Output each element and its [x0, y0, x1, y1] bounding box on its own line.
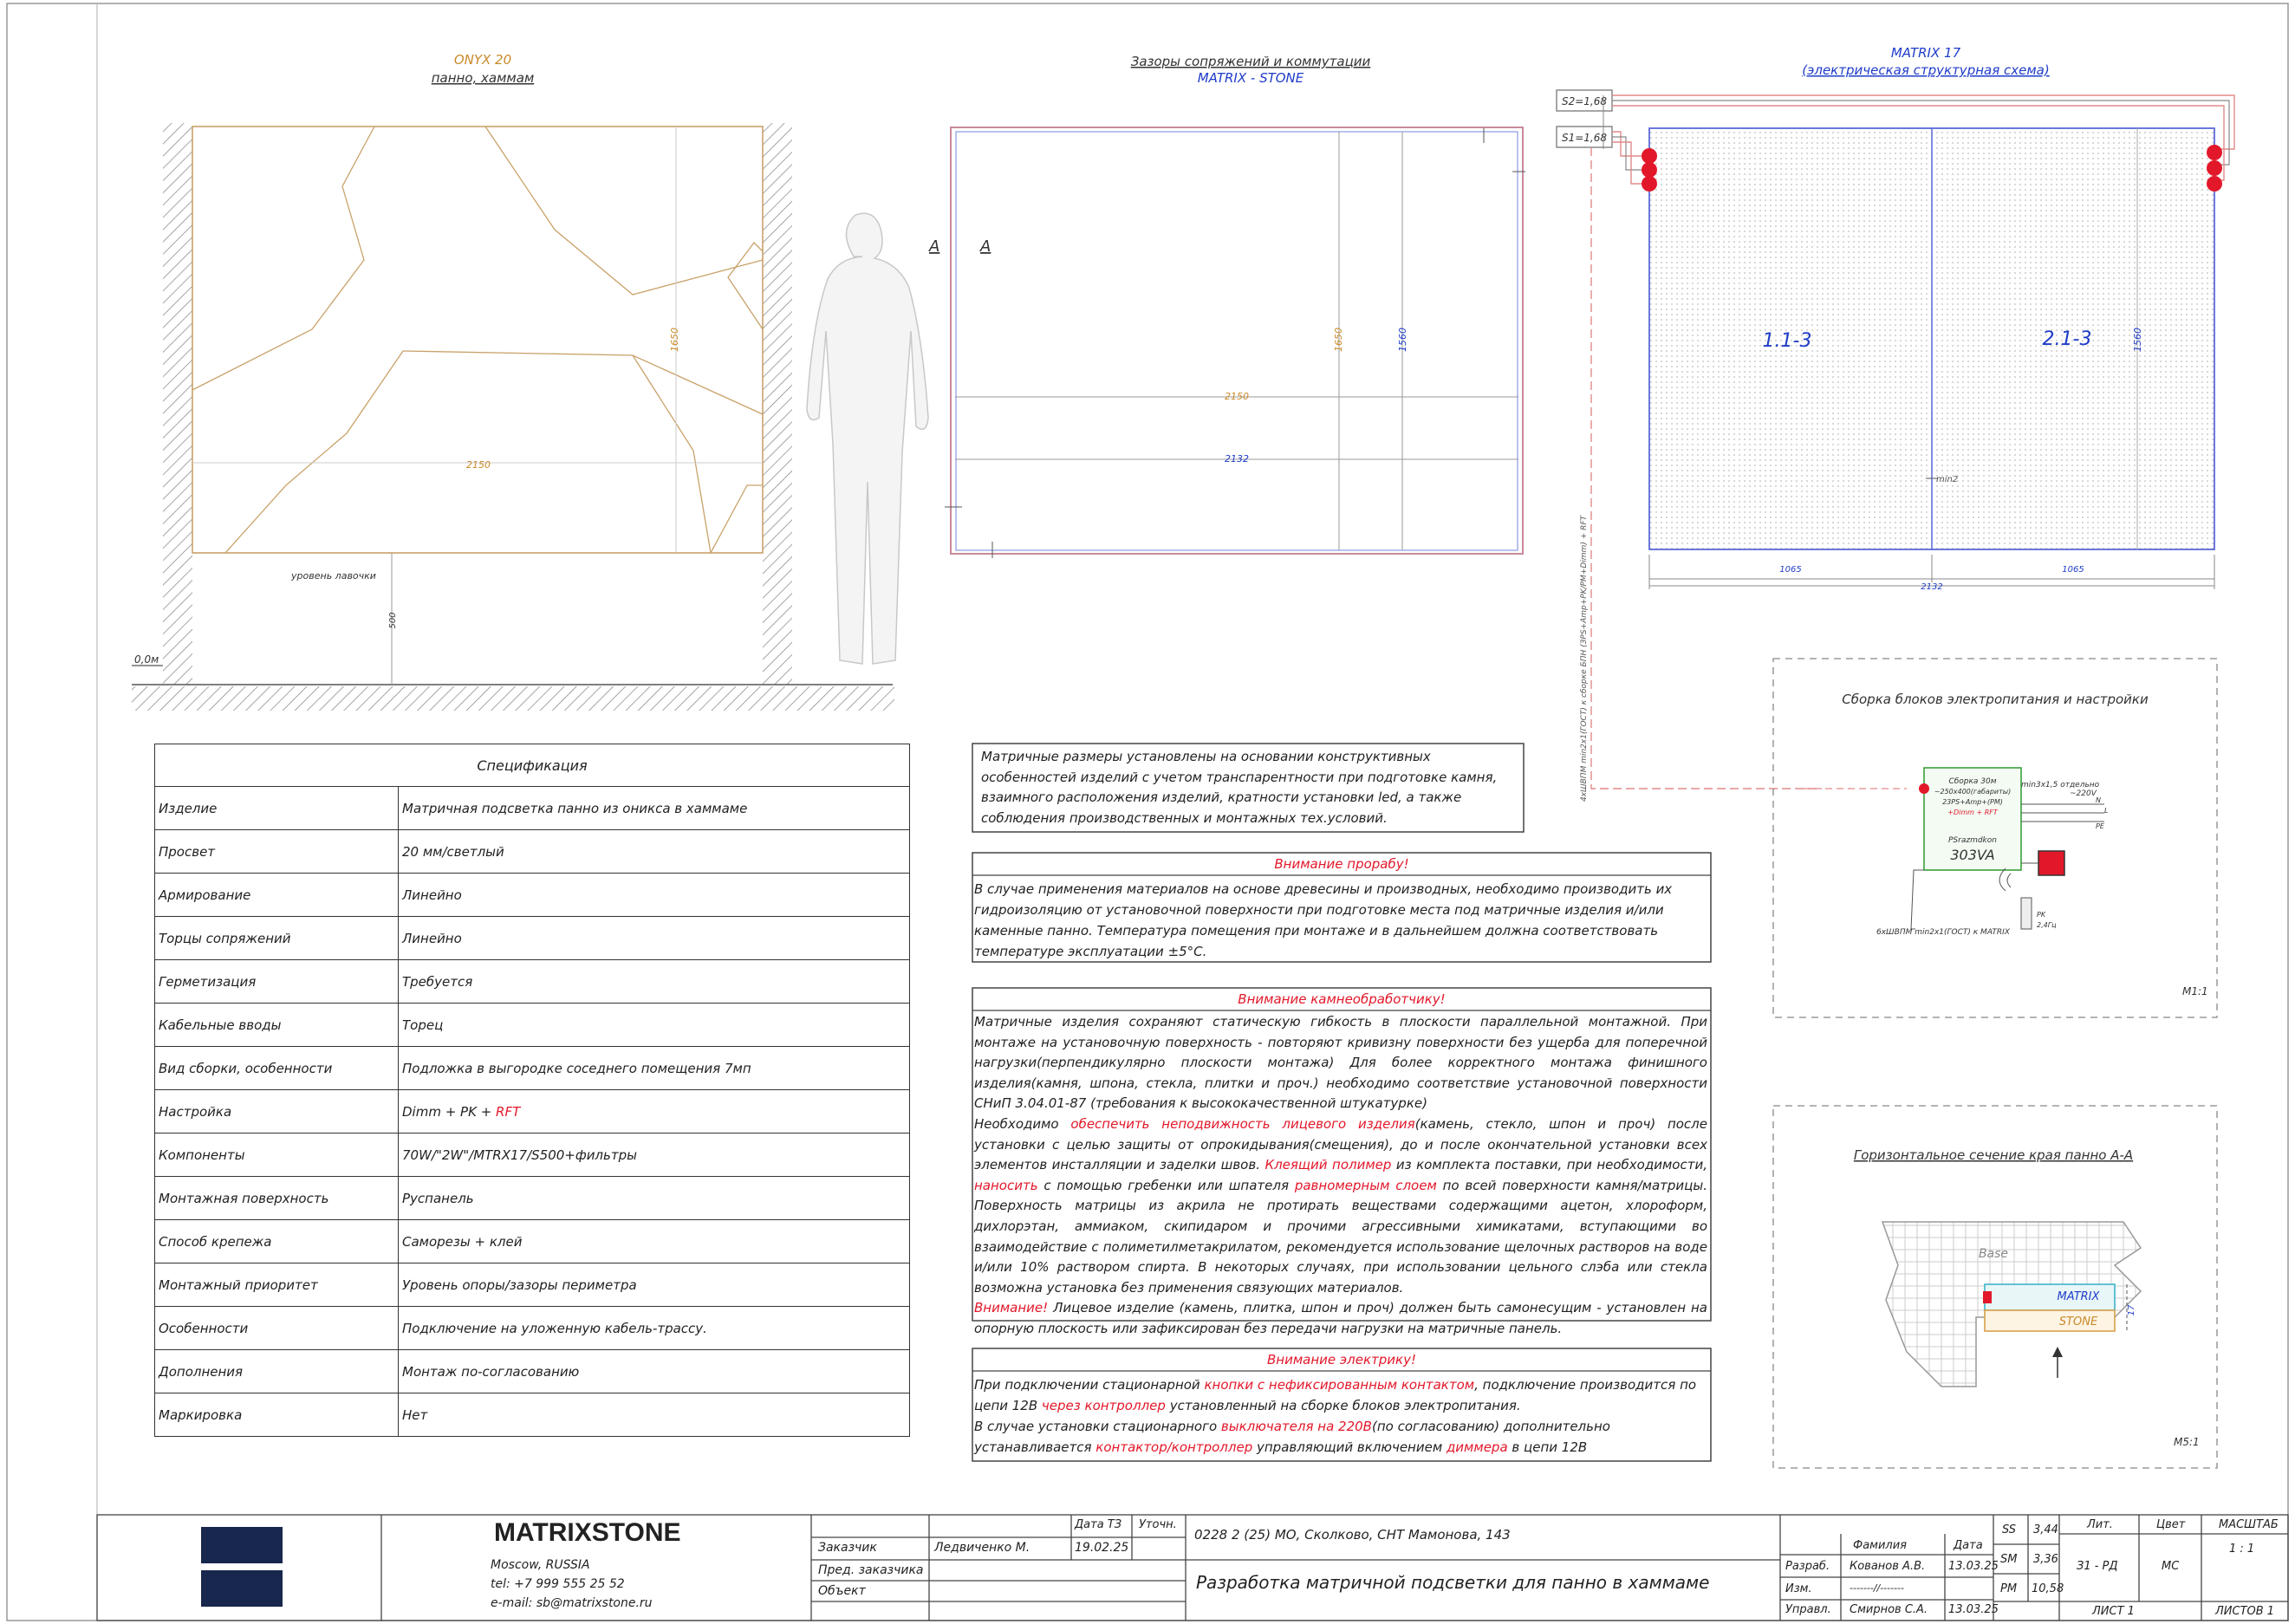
- connector: [1642, 176, 1657, 192]
- company-name: MATRIXSTONE: [494, 1518, 681, 1547]
- mains-voltage: ~220V: [2070, 789, 2097, 798]
- stone-p2h: равномерным слоем: [1294, 1177, 1437, 1193]
- mains-label: min3х1,5 отдельно: [2021, 781, 2100, 789]
- spec-value: [399, 1134, 910, 1177]
- elec-h: (по согласованию) дополнительно устанавливается: [974, 1419, 1610, 1455]
- project-title: Разработка матричной подсветки для панно в хаммаме: [1196, 1572, 1710, 1593]
- logo-mark-bottom: [201, 1570, 283, 1607]
- onyx-subtitle: панно, хаммам: [431, 70, 535, 86]
- spec-value-text: Матричная подсветка панно из оникса в хаммаме: [402, 800, 748, 816]
- col-surname: Фамилия: [1853, 1539, 1907, 1552]
- spec-value-text: Линейно: [402, 930, 462, 946]
- spec-value: [399, 874, 910, 917]
- spec-row: [155, 1350, 910, 1393]
- col-date: Дата: [1954, 1539, 1983, 1552]
- chg-name: -------//-------: [1850, 1582, 1904, 1594]
- connector: [2207, 176, 2222, 192]
- dim-right: 1065: [2062, 565, 2084, 575]
- box-line2: ~250х400(габариты): [1934, 788, 2012, 796]
- spec-key: Герметизация: [155, 960, 399, 1004]
- spec-value: [399, 917, 910, 960]
- lit-value: З1 - РД: [2077, 1560, 2118, 1573]
- spec-value-text: Торец: [402, 1017, 444, 1033]
- spec-row: [155, 1307, 910, 1350]
- stone-p1: Матричные изделия сохраняют статическую гибкость в плоскости параллельной монтажной. При монтаже на установочную поверхность - повторяют кривизну поверхности без ущерба для поперечной нагрузки(перпендикулярно плоскости монтажа) Для более корректного монтажа финишного изделия(камня, шпона, стекла, плитки и проч.) необходимо соответствие установочной поверхности СНиП 3.04.01-87 (требования к высококачественной штукатурке): [974, 1014, 1707, 1112]
- spec-row: [155, 1177, 910, 1220]
- elec-i: контактор/контроллер: [1095, 1439, 1253, 1455]
- pm-value: 10,58: [2032, 1582, 2064, 1595]
- power-cable-label: 6хШВПМ min2х1(ГОСТ) к MATRIX: [1876, 928, 2010, 937]
- company-city: Moscow, RUSSIA: [491, 1558, 590, 1572]
- spec-value-text: Dimm + PK +: [402, 1103, 497, 1120]
- spec-value: [399, 1047, 910, 1090]
- spec-key: Маркировка: [155, 1393, 399, 1437]
- spec-row: [155, 1393, 910, 1437]
- inner-matrix-outline: [956, 132, 1518, 550]
- elec-c: , подключение производится по цепи 12В: [974, 1377, 1697, 1413]
- dim-total: 2132: [1921, 582, 1943, 592]
- elec-d: через контроллер: [1041, 1398, 1166, 1413]
- spec-value-text: Подключение на уложенную кабель-трассу.: [402, 1320, 707, 1336]
- section-title: Горизонтальное сечение края панно A-A: [1853, 1147, 2134, 1163]
- outer-panel-outline: [951, 127, 1523, 554]
- wire: [1612, 142, 1649, 184]
- spec-row: [155, 1263, 910, 1307]
- spec-value-text: Подложка в выгородке соседнего помещения 7мп: [402, 1060, 751, 1076]
- stone-p2d: Клеящий полимер: [1265, 1157, 1392, 1173]
- stone-p2f: наносить: [974, 1177, 1038, 1193]
- psu-value: 303VA: [1950, 847, 1995, 863]
- spec-value-text: 70W/"2W"/MTRX17/S500+фильтры: [402, 1147, 637, 1163]
- stone-p2i: по всей поверхности камня/матрицы. Поверхность матрицы из акрила не протирать веществами содержащими ацетон, хлороформ, дихлорэтан, аммиаком, скипидаром и прочими агрессивными химикатами, вступающими во взаимодействие с полиметилметакрилатом, рекомендуется использование щелочных растворов на воде и/или 10% раствором спирта. В некоторых случаях, при использовании цельного слэба или стекла возможна установка без применения связующих материалов.: [974, 1177, 1707, 1296]
- spec-value-text: Руспанель: [402, 1190, 474, 1206]
- sheet-label: ЛИСТ 1: [2092, 1605, 2135, 1618]
- spec-key: Кабельные вводы: [155, 1004, 399, 1047]
- dim-inner-width: 2132: [1225, 453, 1249, 464]
- section-dim: 17: [2127, 1304, 2136, 1316]
- gaps-drawing: [928, 54, 1525, 558]
- spec-value: [399, 1307, 910, 1350]
- section-mark-right: A: [980, 237, 991, 256]
- spec-key: Вид сборки, особенности: [155, 1047, 399, 1090]
- spec-key: Монтажный приоритет: [155, 1263, 399, 1307]
- spec-value: [399, 830, 910, 874]
- human-silhouette: [807, 213, 928, 664]
- object-label: Объект: [818, 1584, 866, 1598]
- matrix-sizes-note: Матричные размеры установлены на основании конструктивных особенностей изделий с учетом транспарентности при подготовке камня, взаимного расположения изделий, кратности установки led, а также соблюдения производственных и монтажных тех.условий.: [981, 749, 1498, 826]
- wireless-icon: [1999, 868, 2011, 891]
- dev-name: Кованов А.В.: [1850, 1560, 1926, 1573]
- matrix-dim-height: 1560: [2132, 328, 2143, 352]
- floor-label: уровень лавочки: [291, 570, 376, 581]
- spec-key: Способ крепежа: [155, 1220, 399, 1263]
- spec-row: [155, 1004, 910, 1047]
- elec-k: диммера: [1446, 1439, 1508, 1455]
- remote-icon: [2021, 898, 2032, 929]
- spec-key: Торцы сопряжений: [155, 917, 399, 960]
- spec-row: [155, 917, 910, 960]
- power-block: [1773, 659, 2217, 1017]
- spec-value-text: Нет: [402, 1406, 428, 1423]
- spec-value-text: Линейно: [402, 887, 462, 903]
- power-scale: M1:1: [2182, 985, 2208, 997]
- logo-mark-top: [201, 1527, 283, 1563]
- dim-height: 1650: [669, 328, 680, 352]
- color-label: Цвет: [2156, 1518, 2186, 1531]
- zero-mark: 0,0м: [134, 653, 159, 666]
- stone-worker-text: [974, 1012, 1707, 1340]
- connector: [2207, 145, 2222, 160]
- customer-name: Ледвиченко М.: [934, 1541, 1030, 1555]
- remote-label: PK: [2037, 911, 2046, 919]
- gaps-title: Зазоры сопряжений и коммутации: [1130, 54, 1371, 69]
- ss-value: 3,44: [2033, 1523, 2058, 1536]
- spec-row: [155, 960, 910, 1004]
- spec-value: [399, 1393, 910, 1437]
- specification-table: [154, 744, 910, 1437]
- spec-value: [399, 1004, 910, 1047]
- dim-left: 1065: [1779, 565, 1802, 575]
- spec-row: [155, 1090, 910, 1134]
- spec-key: Монтажная поверхность: [155, 1177, 399, 1220]
- section-scale: M5:1: [2174, 1436, 2200, 1448]
- floor-hatch: [132, 686, 894, 711]
- hdr-date: Дата ТЗ: [1075, 1518, 1122, 1531]
- wire: [1911, 870, 1924, 929]
- section-block: [1773, 1106, 2217, 1468]
- spec-value: [399, 1177, 910, 1220]
- dim-floor: 500: [388, 612, 398, 629]
- base-label: Base: [1978, 1247, 2009, 1261]
- spec-value-text: Монтаж по-согласованию: [402, 1363, 580, 1380]
- spec-key: Дополнения: [155, 1350, 399, 1393]
- box-line1: Сборка 30м: [1948, 777, 1997, 786]
- spec-row: [155, 787, 910, 830]
- spec-row: [155, 1134, 910, 1177]
- pm-label: PM: [2000, 1582, 2018, 1595]
- terminal-n: N: [2096, 796, 2101, 804]
- rep-label: Пред. заказчика: [818, 1563, 924, 1577]
- matrix-layer-label: MATRIX: [2057, 1290, 2100, 1303]
- foreman-title: Внимание прорабу!: [1274, 856, 1409, 872]
- stone-p2e: из комплекта поставки, при необходимости,: [1391, 1157, 1707, 1173]
- stone-p2a: Необходимо: [974, 1115, 1071, 1132]
- mgr-name: Смирнов С.А.: [1850, 1603, 1928, 1616]
- foreman-text: В случае применения материалов на основе древесины и производных, необходимо производить их гидроизоляцию от установочной поверхности при подготовке места под матричные изделия и/или каменные панно. Температура помещения при монтаже и в дальнейшем должна соответствовать температуре эксплуатации ±5°С.: [974, 881, 1673, 959]
- spec-value-text: 20 мм/светлый: [402, 843, 504, 860]
- spec-value: [399, 1263, 910, 1307]
- elec-b: кнопки с нефиксированным контактом: [1204, 1377, 1475, 1393]
- spec-value: [399, 787, 910, 830]
- sheets-label: ЛИСТОВ 1: [2215, 1605, 2275, 1618]
- spec-body: [155, 787, 910, 1437]
- mgr-date: 13.03.25: [1948, 1603, 1999, 1616]
- sm-value: 3,36: [2033, 1553, 2058, 1566]
- spec-key: Настройка: [155, 1090, 399, 1134]
- dev-label: Разраб.: [1785, 1560, 1830, 1573]
- matrix-title: MATRIX 17: [1890, 45, 1961, 61]
- scale-label: МАСШТАБ: [2219, 1518, 2279, 1531]
- spec-value: [399, 1220, 910, 1263]
- spec-header-row: [155, 744, 910, 787]
- stone-worker-title: Внимание камнеобработчику!: [1238, 991, 1446, 1007]
- spec-value-text: Уровень опоры/зазоры периметра: [402, 1276, 637, 1293]
- mgr-label: Управл.: [1785, 1603, 1831, 1616]
- psu-label: PSrazmdkon: [1948, 836, 1997, 845]
- connector: [1919, 783, 1929, 794]
- spec-key: Компоненты: [155, 1134, 399, 1177]
- company-tel: tel: +7 999 555 25 52: [491, 1577, 625, 1591]
- stone-p3b: Лицевое изделие (камень, плитка, шпон и проч) должен быть самонесущим - установлен на опорную плоскость или зафиксирован без передачи нагрузки на матричные панель.: [974, 1300, 1707, 1336]
- remote-sub: 2,4Гц: [2037, 921, 2057, 929]
- connector: [1983, 1291, 1992, 1303]
- lit-label: Лит.: [2087, 1518, 2113, 1531]
- sm-label: SM: [2000, 1553, 2018, 1566]
- dim-outer-height: 1650: [1333, 328, 1344, 352]
- zone-right-label: 2.1-3: [2042, 328, 2092, 350]
- customer-label: Заказчик: [818, 1541, 877, 1555]
- elec-a: При подключении стационарной: [974, 1377, 1205, 1393]
- ss-label: SS: [2002, 1523, 2017, 1536]
- min-label: min2: [1936, 475, 1959, 484]
- spec-row: [155, 1047, 910, 1090]
- hdr-check: Уточн.: [1139, 1518, 1177, 1531]
- right-wall-hatch: [763, 123, 792, 685]
- onyx-title: ONYX 20: [453, 52, 512, 68]
- controller-module: [2038, 851, 2064, 875]
- spec-value-text: Саморезы + клей: [402, 1233, 523, 1250]
- stone-layer-label: STONE: [2058, 1315, 2098, 1328]
- spec-row: [155, 830, 910, 874]
- electrician-text: [974, 1374, 1707, 1458]
- connector: [1642, 148, 1657, 164]
- elec-j: управляющий включением: [1252, 1439, 1447, 1455]
- spec-value-highlight: RFT: [496, 1103, 521, 1120]
- connector: [2207, 160, 2222, 176]
- terminal-l: L: [2104, 807, 2109, 815]
- onyx-panel-drawing: [132, 52, 928, 711]
- elec-g: выключателя на 220В: [1220, 1419, 1372, 1434]
- spec-value-text: Требуется: [402, 973, 473, 990]
- elec-e: установленный на сборке блоков электропитания.: [1165, 1398, 1521, 1413]
- spec-key: Просвет: [155, 830, 399, 874]
- connector: [1642, 162, 1657, 178]
- spec-row: [155, 874, 910, 917]
- color-value: MC: [2162, 1560, 2180, 1573]
- spec-value: [399, 1090, 910, 1134]
- box-line3: 23PS+Amp+(PM): [1942, 798, 2003, 806]
- spec-row: [155, 1220, 910, 1263]
- elec-f: В случае установки стационарного: [974, 1419, 1221, 1434]
- section-mark-left: A: [929, 237, 940, 256]
- scale-value: 1 : 1: [2229, 1543, 2255, 1556]
- left-wall-hatch: [163, 123, 192, 685]
- cable-label: 4хШВПМ min2х1(ГОСТ) к сборке БПН (ЗРS+Amp+PK/PM+Dimm) + RFT: [1580, 515, 1589, 802]
- matrix-scheme-drawing: [1557, 45, 2234, 802]
- s1-label: S1=1,68: [1561, 132, 1608, 144]
- spec-value: [399, 960, 910, 1004]
- zone-left-label: 1.1-3: [1762, 330, 1812, 352]
- spec-key: Особенности: [155, 1307, 399, 1350]
- dim-outer-width: 2150: [1225, 391, 1249, 402]
- power-block-title: Сборка блоков электропитания и настройки: [1842, 692, 2149, 707]
- dim-width: 2150: [466, 459, 491, 471]
- stone-p2c: (камень, стекло, шпон и проч) после установки с целью защиты от опрокидывания(смещения), до и после окончательной установки всех элементов инсталляции и заделки швов.: [974, 1115, 1707, 1173]
- object-address: 0228 2 (25) МО, Сколково, СНТ Мамонова, 143: [1194, 1527, 1511, 1543]
- gaps-subtitle: MATRIX - STONE: [1197, 70, 1304, 86]
- box-line4: +Dimm + RFT: [1947, 809, 1998, 816]
- electrician-title: Внимание электрику!: [1267, 1352, 1416, 1367]
- spec-value: [399, 1350, 910, 1393]
- dim-inner-height: 1560: [1397, 328, 1408, 352]
- matrix-subtitle: (электрическая структурная схема): [1802, 62, 2050, 78]
- stone-p2b: обеспечить неподвижность лицевого изделия: [1070, 1115, 1415, 1132]
- company-email: e-mail: sb@matrixstone.ru: [491, 1596, 653, 1610]
- elec-l: в цепи 12В: [1507, 1439, 1588, 1455]
- arrow-head: [2052, 1347, 2063, 1357]
- customer-date: 19.02.25: [1075, 1541, 1129, 1555]
- stone-p3a: Внимание!: [974, 1300, 1049, 1316]
- spec-title: Спецификация: [155, 744, 910, 787]
- s2-label: S2=1,68: [1561, 95, 1608, 107]
- terminal-pe: PE: [2096, 822, 2104, 830]
- spec-key: Изделие: [155, 787, 399, 830]
- chg-label: Изм.: [1785, 1582, 1812, 1595]
- dev-date: 13.03.25: [1948, 1560, 1999, 1573]
- stone-p2g: с помощью гребенки или шпателя: [1037, 1177, 1295, 1193]
- spec-key: Армирование: [155, 874, 399, 917]
